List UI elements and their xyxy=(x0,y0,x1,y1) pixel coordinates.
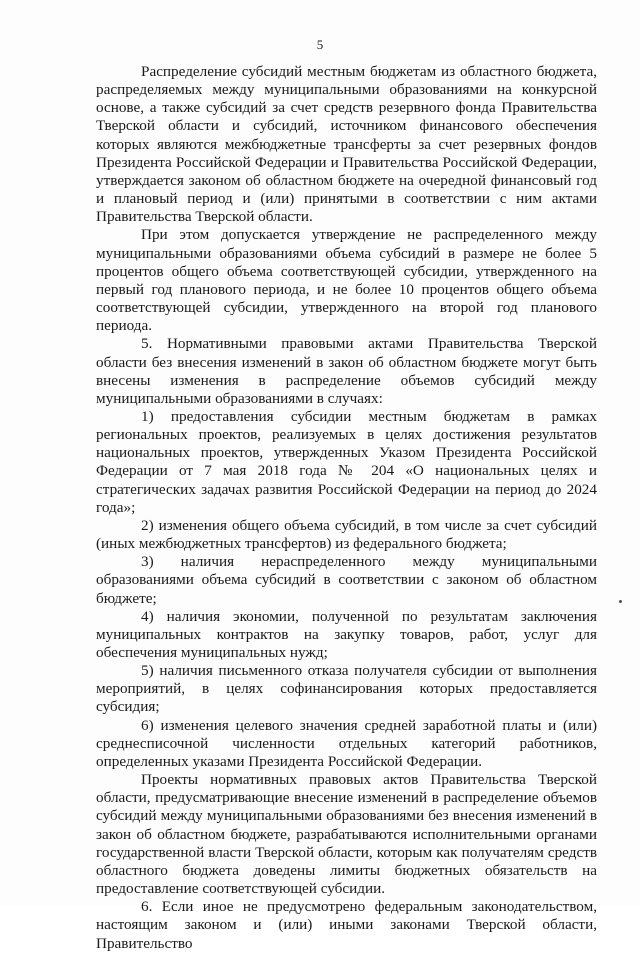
paragraph-case-5: 5) наличия письменного отказа получателя субсидии от выполнения мероприятий, в целях софинансирования которых предоставляется субсидия; xyxy=(96,662,597,716)
paragraph-case-3: 3) наличия нераспределенного между муниципальными образованиями объема субсидий в соответствии с законом об областном бюджете; xyxy=(96,553,597,607)
paragraph-item-6: 6. Если иное не предусмотрено федеральным законодательством, настоящим законом и (или) иными законами Тверской области, Правительство xyxy=(96,898,597,952)
paragraph-draft-acts: Проекты нормативных правовых актов Правительства Тверской области, предусматривающие внесение изменений в распределение объемов субсидий между муниципальными образованиями без внесения изменений в закон об областном бюджете, разрабатываются исполнительными органами государственной власти Тверской области, которым как получателям средств областного бюджета доведены лимиты бюджетных обязательств на предоставление соответствующей субсидии. xyxy=(96,771,597,898)
document-body xyxy=(96,63,597,953)
paragraph-item-5: 5. Нормативными правовыми актами Правительства Тверской области без внесения изменений в закон об областном бюджете могут быть внесены изменения в распределение объемов субсидий между муниципальными образованиями в случаях: xyxy=(96,335,597,407)
paragraph-case-4: 4) наличия экономии, полученной по результатам заключения муниципальных контрактов на закупку товаров, работ, услуг для обеспечения муниципальных нужд; xyxy=(96,607,597,661)
paragraph-unallocated-volume: При этом допускается утверждение не распределенного между муниципальными образованиями объема субсидий в размере не более 5 процентов общего объема соответствующей субсидии, утвержденного на первый год планового периода, и не более 10 процентов общего объема соответствующей субсидии, утвержденного на второй год планового периода. xyxy=(96,226,597,335)
paragraph-case-2: 2) изменения общего объема субсидий, в том числе за счет субсидий (иных межбюджетных трансфертов) из федерального бюджета; xyxy=(96,516,597,553)
page-number: 5 xyxy=(316,37,324,52)
paragraph-case-6: 6) изменения целевого значения средней заработной платы и (или) среднесписочной численности отдельных категорий работников, определенных указами Президента Российской Федерации. xyxy=(96,716,597,770)
paragraph-case-1: 1) предоставления субсидии местным бюджетам в рамках региональных проектов, реализуемых в целях достижения результатов национальных проектов, утвержденных Указом Президента Российской Федерации от 7 мая 2018 года № 204 «О национальных целях и стратегических задачах развития Российской Федерации на период до 2024 года»; xyxy=(96,407,597,516)
paragraph-subsidy-distribution: Распределение субсидий местным бюджетам из областного бюджета, распределяемых между муниципальными образованиями на конкурсной основе, а также субсидий за счет средств резервного фонда Правительства Тверской области и субсидий, источником финансового обеспечения которых являются межбюджетные трансферты за счет резервных фондов Президента Российской Федерации и Правительства Российской Федерации, утверждается законом об областном бюджете на очередной финансовый год и плановый период и (или) принятыми в соответствии с ним актами Правительства Тверской области. xyxy=(96,63,597,226)
scan-speck xyxy=(619,600,622,603)
